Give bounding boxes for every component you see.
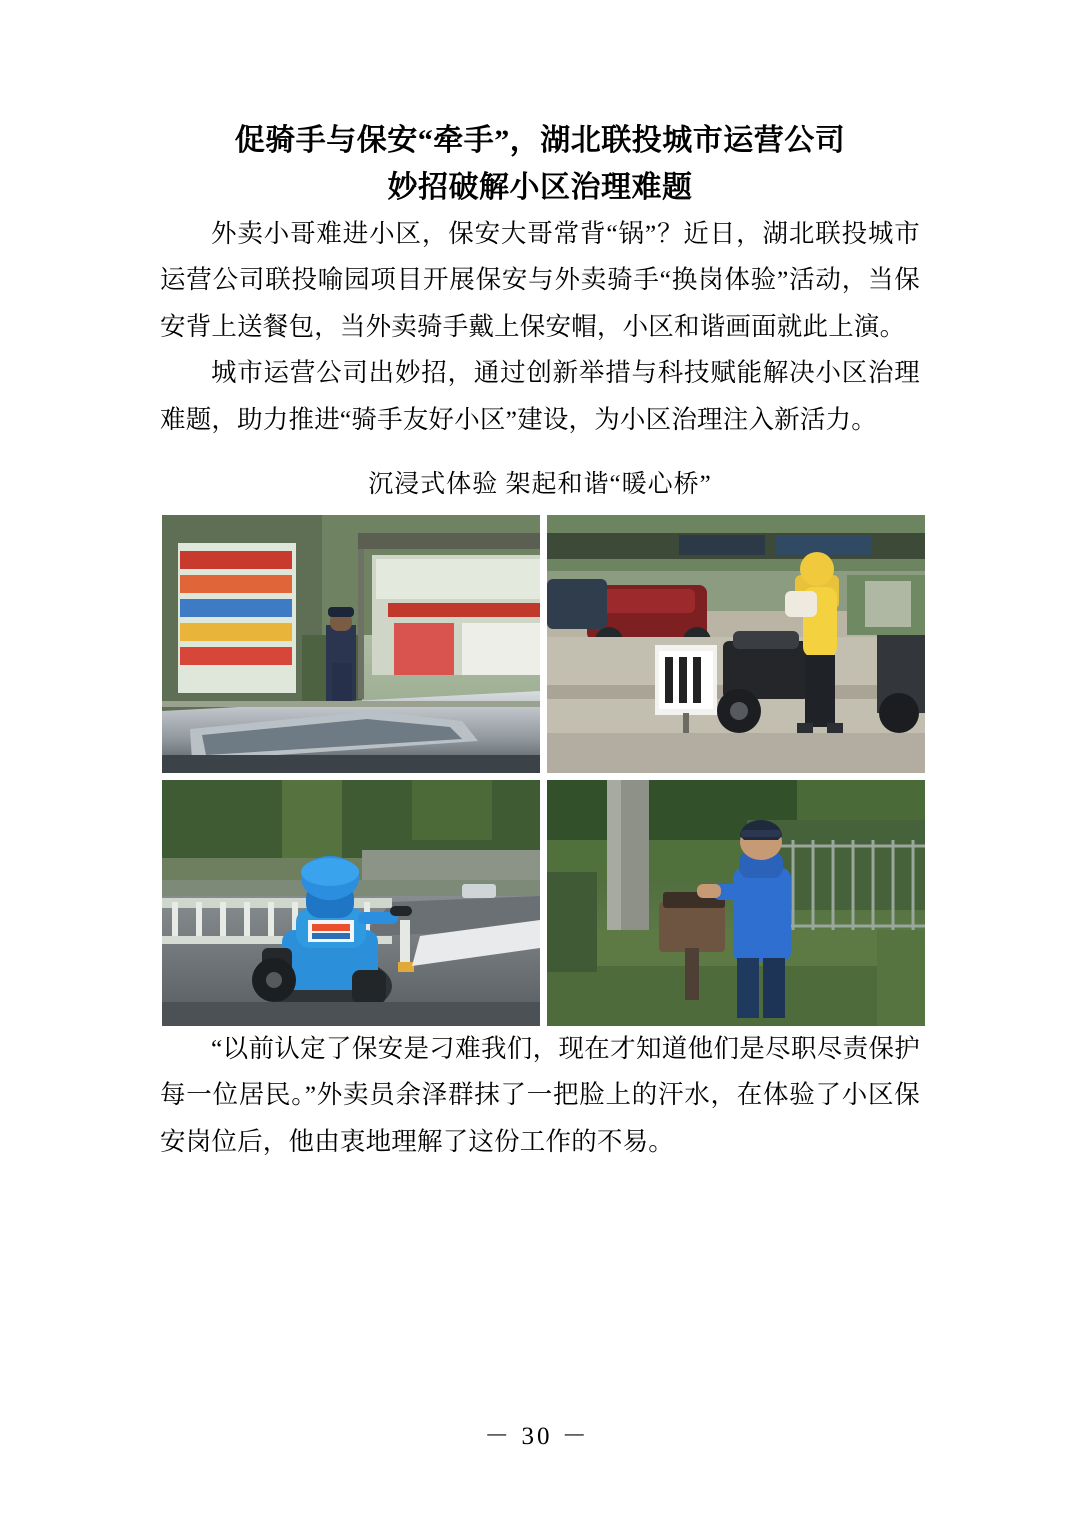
photo-blue-rider-riding-image (162, 780, 540, 1026)
page-number: － 30 － (484, 1423, 590, 1450)
photo-rider-parking-sign (547, 515, 925, 773)
photo-grid (162, 515, 925, 1026)
section-subheading: 沉浸式体验 架起和谐“暖心桥” (368, 471, 712, 499)
page-title-line-1: 促骑手与保安“牵手”，湖北联投城市运营公司 (234, 124, 846, 157)
photo-security-patrol-device (547, 780, 925, 1026)
page-content (160, 0, 920, 1165)
page-title-line-2: 妙招破解小区治理难题 (387, 170, 693, 204)
photo-blue-rider-riding (162, 780, 540, 1026)
photo-security-gate-image (162, 515, 540, 773)
paragraph-2: 城市运营公司出妙招，通过创新举措与科技赋能解决小区治理难题，助力推进“骑手友好小区”建设，为小区治理注入新活力。 (160, 358, 920, 434)
closing-paragraph: “以前认定了保安是刁难我们，现在才知道他们是尽职尽责保护每一位居民。”外卖员余泽群抹了一把脸上的汗水，在体验了小区保安岗位后，他由衷地理解了这份工作的不易。 (160, 1034, 920, 1156)
photo-security-patrol-device-image (547, 780, 925, 1026)
photo-security-gate (162, 515, 540, 773)
paragraph-1: 外卖小哥难进小区，保安大哥常背“锅”？近日，湖北联投城市运营公司联投喻园项目开展保安与外卖骑手“换岗体验”活动，当保安背上送餐包，当外卖骑手戴上保安帽，小区和谐画面就此上演。 (160, 219, 920, 341)
page-title (160, 0, 920, 211)
photo-rider-parking-sign-image (547, 515, 925, 773)
